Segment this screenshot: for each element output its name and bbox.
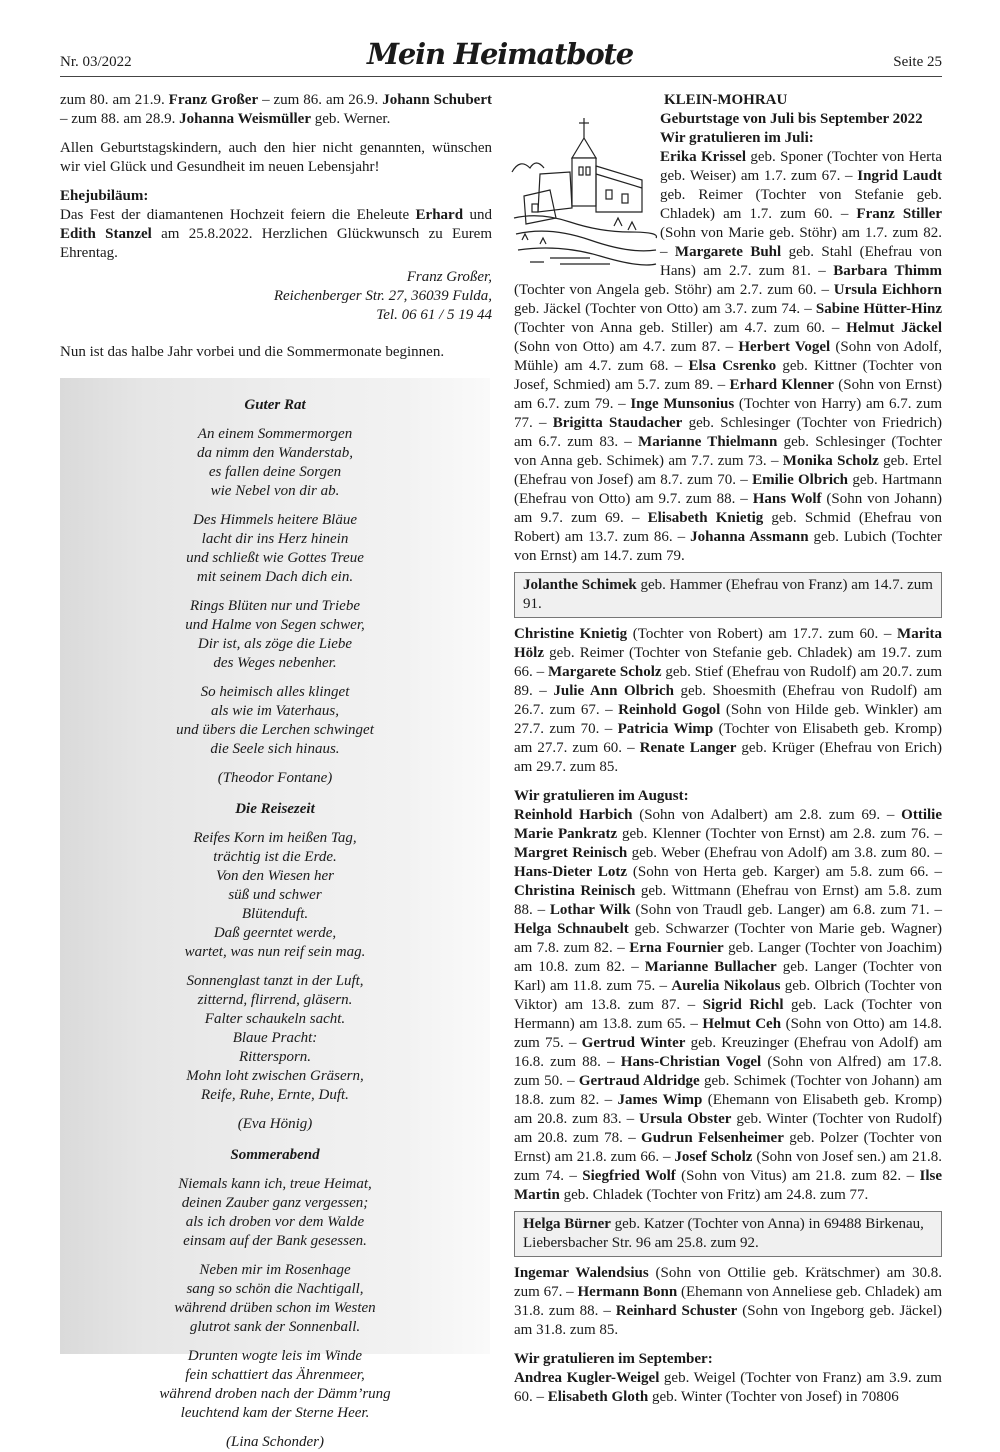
poem-line: Neben mir im Rosenhage [199,1262,351,1278]
header-rule [60,76,942,77]
person-name: James Wimp [617,1092,703,1108]
poem-stanza [60,829,490,962]
person-name: Franz Großer [168,92,259,108]
poem-line: Sonnenglast tanzt in der Luft, [186,973,364,989]
poem-line: Des Himmels heitere Bläue [193,512,357,528]
poem-line: wie Nebel von dir ab. [210,483,340,499]
poem-line: Reifes Korn im heißen Tag, [193,830,357,846]
person-name: Sabine Hütter-Hinz [815,301,942,317]
person-name: Lothar Wilk [549,902,631,918]
poem-line: mit seinem Dach dich ein. [196,569,354,585]
person-name: Hans-Christian Vogel [620,1054,762,1070]
person-name: Julie Ann Olbrich [553,683,674,699]
text-run: geb. Krüger (Ehefrau von Erich) am 29.7. zum 85. [514,740,942,775]
person-name: Elsa Csrenko [688,358,777,374]
text-run: geb. Schimek (Tochter von Johann) am 18.8. zum 82. – [514,1073,942,1108]
issue-number: Nr. 03/2022 [60,54,132,70]
text-run: geb. Hartmann (Ehefrau von Otto) am 9.7. zum 88. – [514,472,943,507]
text-run: (Sohn von Otto) am 14.8. zum 75. – [514,1016,942,1051]
person-name: Reinhold Gogol [618,702,721,718]
text-run: und [463,207,493,223]
text-run: geb. Reimer (Tochter von Stefanie geb. Chladek) am 19.7. zum 66. – [514,645,942,680]
poem-stanza [60,597,490,673]
signature [60,268,492,325]
july-birthdays-continued [514,625,942,777]
person-name: Helga Bürner [523,1216,611,1232]
person-name: Gudrun Felsenheimer [641,1130,784,1146]
text-run: geb. Olbrich (Tochter von Viktor) am 13.8. zum 87. – [514,978,942,1013]
text-run: (Sohn von Johann) am 9.7. zum 69. – [514,491,943,526]
masthead-title: Mein Heimatbote [367,37,633,71]
person-name: Reinhold Harbich [514,807,633,823]
poem-stanza [60,425,490,501]
person-name: Hans Wolf [752,491,822,507]
poem-title: Sommerabend [230,1147,320,1163]
person-name: Renate Langer [639,740,737,756]
text-run: (Tochter von Robert) am 17.7. zum 60. – [627,626,898,642]
poem-stanza [60,1175,490,1251]
text-run: (Sohn von Marie geb. Stöhr) am 1.7. zum 82. – [660,225,942,260]
text-run: (Sohn von Ingeborg geb. Jäckel) am 31.8. zum 85. [514,1303,942,1338]
text-run: geb. Schlesinger (Tochter von Anna geb. Schimek) am 7.7. zum 73. – [514,434,942,469]
highlight-box-august [514,1211,942,1257]
person-name: Barbara Thimm [833,263,942,279]
august-birthdays [514,806,942,1205]
person-name: Jolanthe Schimek [523,577,637,593]
signature-phone: Tel. 06 61 / 5 19 44 [376,307,492,323]
text-run: geb. Schwarzer (Tochter von Marie geb. Wagner) am 7.8. zum 82. – [514,921,943,956]
poem-line: Rings Blüten nur und Triebe [190,598,360,614]
poem-line: und Halme von Segen schwer, [185,617,365,633]
person-name: Andrea Kugler-Weigel [514,1370,660,1386]
text-run: geb. Kittner (Tochter von Josef, Schmied) am 5.7. zum 89. – [514,358,942,393]
person-name: Reinhard Schuster [615,1303,738,1319]
person-name: Herbert Vogel [738,339,831,355]
poem-title: Guter Rat [244,397,306,413]
text-run: geb. Reimer (Tochter von Stefanie geb. Chladek) am 1.7. zum 60. – [660,187,942,222]
poem-line: es fallen deine Sorgen [208,464,342,480]
poem-line: und übers die Lerchen schwinget [176,722,374,738]
person-name: Emilie Olbrich [752,472,849,488]
poem-line: Falter schaukeln sacht. [204,1011,346,1027]
person-name: Gertrud Winter [581,1035,686,1051]
text-run: geb. Stief (Ehefrau von Rudolf) am 20.7. zum 89. – [514,664,943,699]
text-run: geb. Lack (Tochter von Hermann) am 13.8. zum 65. – [514,997,942,1032]
poem-line: wartet, was nun reif sein mag. [184,944,366,960]
person-name: Ursula Obster [639,1111,732,1127]
left-column [60,91,493,1450]
text-run: geb. Sponer (Tochter von Herta geb. Weiser) am 1.7. zum 67. – [660,149,942,184]
birthday-paragraph [60,91,492,129]
person-name: Johann Schubert [382,92,492,108]
text-run: (Sohn von Ottilie geb. Krätschmer) am 30.8. zum 67. – [514,1265,942,1300]
poem-line: während drüben schon im Westen [174,1300,376,1316]
poem-author: (Theodor Fontane) [217,770,333,786]
text-run: geb. Klenner (Tochter von Ernst) am 2.8. zum 76. – [617,826,942,842]
person-name: Johanna Weismüller [179,111,311,127]
person-name: Ingemar Walendsius [514,1265,649,1281]
signature-name: Franz Großer, [406,269,492,285]
person-name: Ingrid Laudt [857,168,942,184]
poem-line: Daß geerntet werde, [213,925,337,941]
poem-line: einsam auf der Bank gesessen. [183,1233,367,1249]
poem-box [60,378,490,1450]
poem-stanza [60,972,490,1105]
text-run: geb. Polzer (Tochter von Ernst) am 21.8. zum 66. – [514,1130,942,1165]
poem-line: glutrot sank der Sonnenball. [189,1319,361,1335]
person-name: Elisabeth Gloth [547,1389,649,1405]
person-name: Hans-Dieter Lotz [514,864,628,880]
text-run: (Tochter von Elisabeth geb. Kromp) am 27.7. zum 60. – [514,721,942,756]
poem-line: trächtig ist die Erde. [213,849,337,865]
text-run: (Sohn von Alfred) am 17.8. zum 50. – [514,1054,943,1089]
text-run: geb. Ertel (Ehefrau von Josef) am 8.7. zum 70. – [514,453,942,488]
text-run: (Ehemann von Anneliese geb. Chladek) am 31.8. zum 88. – [514,1284,943,1319]
august-birthdays-continued [514,1264,942,1340]
person-name: Christina Reinisch [514,883,636,899]
person-name: Helga Schnaubelt [514,921,629,937]
text-run: geb. Jäckel (Tochter von Otto) am 3.7. zum 74. – [514,301,816,317]
person-name: Marita Hölz [514,626,943,661]
text-run: geb. Werner. [311,111,391,127]
person-name: Patricia Wimp [617,721,714,737]
poem-line: Niemals kann ich, treue Heimat, [178,1176,372,1192]
poem-line: zitternd, flirrend, gläsern. [197,992,353,1008]
person-name: Siegfried Wolf [582,1168,676,1184]
person-name: Margret Reinisch [514,845,628,861]
july-heading-2: Wir gratulieren im Juli: [660,130,814,146]
text-run: geb. Winter (Tochter von Rudolf) am 20.8. zum 78. – [514,1111,943,1146]
person-name: Brigitta Staudacher [552,415,683,431]
text-run: (Sohn von Hilde geb. Winkler) am 27.7. zum 70. – [514,702,943,737]
poem-author: (Eva Hönig) [237,1116,313,1132]
section-title: KLEIN-MOHRAU [664,92,788,108]
poem-line: Reife, Ruhe, Ernte, Duft. [201,1087,349,1103]
person-name: Ursula Eichhorn [833,282,942,298]
person-name: Ilse Martin [514,1168,942,1203]
person-name: Erna Fournier [629,940,724,956]
text-run: geb. Shoesmith (Ehefrau von Rudolf) am 26.7. zum 67. – [514,683,943,718]
september-heading: Wir gratulieren im September: [514,1351,713,1367]
poem-stanza [60,683,490,759]
text-run: (Sohn von Otto) am 4.7. zum 87. – [514,339,739,355]
text-run: (Tochter von Anna geb. Stiller) am 4.7. zum 60. – [514,320,847,336]
poem-line: des Weges nebenher. [213,655,337,671]
poem-line: die Seele sich hinaus. [210,741,340,757]
poem-line: Mohn loht zwischen Gräsern, [186,1068,364,1084]
right-column [514,91,942,1407]
poem-title: Die Reisezeit [235,801,315,817]
poem-line: leuchtend kam der Sterne Heer. [180,1405,370,1421]
person-name: Elisabeth Knietig [647,510,764,526]
person-name: Franz Stiller [856,206,942,222]
person-name: Marianne Thielmann [638,434,778,450]
poem-line: als wie im Vaterhaus, [210,703,340,719]
text-run: Das Fest der diamantenen Hochzeit feiern die Eheleute [60,207,416,223]
july-heading-1: Geburtstage von Juli bis September 2022 [660,111,923,127]
text-run: geb. Weber (Ehefrau von Adolf) am 3.8. zum 80. – [627,845,942,861]
poem-line: An einem Sommermorgen [197,426,353,442]
highlight-box-july [514,572,942,618]
text-run: geb. Schlesinger (Tochter von Friedrich) am 6.7. zum 83. – [514,415,943,450]
poem-line: fein schattiert das Ährenmeer, [185,1367,365,1383]
poem-line: Drunten wogte leis im Winde [187,1348,363,1364]
poem-line: während droben nach der Dämm’rung [159,1386,391,1402]
august-heading: Wir gratulieren im August: [514,788,689,804]
poem-line: Blaue Pracht: [232,1030,318,1046]
text-run: geb. Hammer (Ehefrau von Franz) am 14.7. zum 91. [523,577,933,612]
poem-line: lacht dir ins Herz hinein [201,531,349,547]
person-name: Erhard Klenner [729,377,834,393]
text-run: geb. Kreuzinger (Ehefrau von Adolf) am 16.8. zum 88. – [514,1035,942,1070]
poem-line: und schließt wie Gottes Treue [186,550,364,566]
poem-author: (Lina Schonder) [226,1434,324,1450]
poem-line: Dir ist, als zöge die Liebe [197,636,353,652]
person-name: Erhard [415,207,464,223]
text-run: am 25.8.2022. Herzlichen Glückwunsch zu Eurem Ehrentag. [60,226,493,261]
text-run: (Sohn von Josef sen.) am 21.8. zum 74. – [514,1149,942,1184]
person-name: Marianne Bullacher [644,959,777,975]
text-run: (Sohn von Ernst) am 6.7. zum 79. – [514,377,943,412]
person-name: Johanna Assmann [690,529,809,545]
person-name: Ottilie Marie Pankratz [514,807,942,842]
poem-stanza [60,511,490,587]
poem-line: als ich droben vor dem Walde [185,1214,365,1230]
text-run: geb. Langer (Tochter von Joachim) am 10.8. zum 82. – [514,940,943,975]
poem-stanza [60,1261,490,1337]
text-run: (Sohn von Herta geb. Karger) am 5.8. zum 66. – [627,864,942,880]
text-run: (Sohn von Vitus) am 21.8. zum 82. – [675,1168,920,1184]
text-run: – zum 88. am 28.9. [60,111,180,127]
text-run: geb. Schmid (Ehefrau von Robert) am 13.7. zum 86. – [514,510,942,545]
text-run: zum 80. am 21.9. [60,92,169,108]
person-name: Christine Knietig [514,626,628,642]
text-run: geb. Lubich (Tochter von Ernst) am 14.7. zum 79. [514,529,942,564]
text-run: geb. Katzer (Tochter von Anna) in 69488 Birkenau, Liebersbacher Str. 96 am 25.8. zum 92. [523,1216,924,1251]
person-name: Monika Scholz [782,453,879,469]
text-run: geb. Winter (Tochter von Josef) in 70806 [648,1389,899,1405]
text-run: (Sohn von Adalbert) am 2.8. zum 69. – [632,807,902,823]
person-name: Erika Krissel [660,149,747,165]
poem-line: deinen Zauber ganz vergessen; [181,1195,369,1211]
person-name: Helmut Jäckel [846,320,942,336]
village-church-illustration [510,114,658,268]
poem-line: Von den Wiesen her [216,868,334,884]
signature-street: Reichenberger Str. 27, 36039 Fulda, [273,288,492,304]
wishes-paragraph: Allen Geburtstagskindern, auch den hier nicht genannten, wünschen wir viel Glück und Gesundheit im neuen Lebensjahr! [60,140,492,175]
text-run: – zum 86. am 26.9. [258,92,383,108]
poem-line: So heimisch alles klinget [200,684,350,700]
text-run: geb. Weigel (Tochter von Franz) am 3.9. zum 60. – [514,1370,942,1405]
text-run: geb. Langer (Tochter von Karl) am 11.8. zum 75. – [514,959,942,994]
person-name: Helmut Ceh [702,1016,782,1032]
poem-line: da nimm den Wanderstab, [196,445,354,461]
jubilee-heading: Ehejubiläum: [60,188,149,204]
person-name: Sigrid Richl [702,997,784,1013]
text-run: (Ehemann von Elisabeth geb. Kromp) am 20.8. zum 83. – [514,1092,943,1127]
poem-line: Rittersporn. [238,1049,312,1065]
text-run: (Tochter von Angela geb. Stöhr) am 2.7. zum 60. – [514,282,834,298]
text-run: (Tochter von Harry) am 6.7. zum 77. – [514,396,942,431]
poem-line: süß und schwer [228,887,322,903]
poem-line: sang so schön die Nachtigall, [186,1281,364,1297]
text-run: (Sohn von Traudl geb. Langer) am 6.8. zum 71. – [630,902,942,918]
person-name: Aurelia Nikolaus [671,978,781,994]
page-number: Seite 25 [893,54,942,70]
person-name: Inge Munsonius [630,396,735,412]
september-birthdays [514,1369,942,1407]
text-run: geb. Chladek (Tochter von Fritz) am 24.8. zum 77. [559,1187,869,1203]
person-name: Josef Scholz [674,1149,753,1165]
person-name: Gertraud Aldridge [578,1073,700,1089]
person-name: Edith Stanzel [60,226,152,242]
text-run: (Sohn von Adolf, Mühle) am 4.7. zum 68. – [514,339,942,374]
person-name: Margarete Buhl [674,244,782,260]
person-name: Margarete Scholz [548,664,662,680]
text-run: geb. Stahl (Ehefrau von Hans) am 2.7. zum 81. – [660,244,942,279]
person-name: Hermann Bonn [577,1284,678,1300]
jubilee-paragraph [60,206,492,263]
poem-line: Blütenduft. [241,906,309,922]
summer-intro: Nun ist das halbe Jahr vorbei und die Sommermonate beginnen. [60,344,445,360]
text-run: geb. Wittmann (Ehefrau von Ernst) am 5.8. zum 88. – [514,883,942,918]
